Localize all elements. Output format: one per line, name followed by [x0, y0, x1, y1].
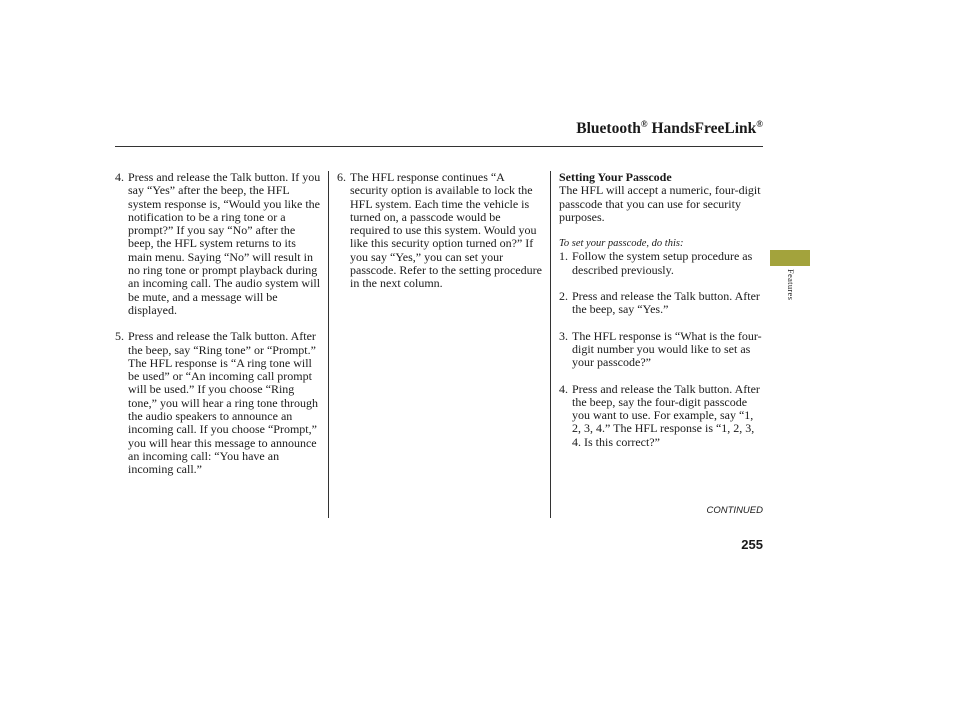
instruction-text: To set your passcode, do this: [559, 238, 684, 250]
section-tab [770, 250, 810, 266]
item-text: Follow the system setup procedure as described previously. [572, 249, 753, 277]
column-divider [550, 171, 551, 518]
section-label: Features [786, 269, 796, 301]
column-3 [559, 171, 764, 449]
title-bluetooth: Bluetooth [576, 120, 641, 137]
section-heading: Setting Your Passcode [559, 170, 672, 184]
item-text: Press and release the Talk button. After the beep, say the four-digit passcode you want to use. For example, say “1, 2, 3, 4.” The HFL response is “1, 2, 3, 4. Is this correct?” [572, 381, 760, 449]
list-item [115, 330, 322, 476]
item-text: Press and release the Talk button. After the beep, say “Yes.” [572, 289, 760, 317]
page-number: 255 [741, 537, 763, 552]
continued-label: CONTINUED [706, 505, 763, 516]
item-number: 4. [559, 381, 568, 396]
item-text: Press and release the Talk button. After the beep, say “Ring tone” or “Prompt.” The HFL response is “A ring tone will be used” or “An incoming call prompt will be used.” If you choose “Ring tone,” you will hear a ring tone through the audio speakers to announce an incoming call. If you choose “Prompt,” you will hear this message to announce an incoming call: “You have an incoming call.” [128, 329, 318, 477]
item-number: 2. [559, 289, 568, 304]
list-item [559, 330, 764, 370]
header-rule [115, 146, 763, 147]
list-item [337, 171, 542, 291]
list-item [559, 290, 764, 317]
page-title [576, 119, 763, 138]
registered-mark: ® [640, 119, 648, 129]
registered-mark: ® [756, 119, 763, 129]
item-number: 6. [337, 170, 346, 184]
column-divider [328, 171, 329, 518]
column-1 [115, 171, 322, 477]
list-item [559, 250, 764, 277]
item-text: The HFL response is “What is the four-digit number you would like to set as your passcode?” [572, 328, 762, 370]
item-number: 3. [559, 328, 568, 343]
title-handsfreelink: HandsFreeLink [647, 120, 757, 137]
item-number: 1. [559, 249, 568, 264]
item-number: 5. [115, 329, 124, 344]
item-text: Press and release the Talk button. If you say “Yes” after the beep, the HFL system response is, “Would you like the notification to be a ring tone or a prompt?” If you say “No” after the beep, the HFL system returns to its main menu. Saying “No” will result in no ring tone or prompt playback during an incoming call. The audio system will be mute, and a message will be displayed. [128, 170, 321, 317]
item-text: The HFL response continues “A security option is available to lock the HFL system. Each time the vehicle is turned on, a passcode would be required to use this system. Would you like this security option turned on?” If you say “Yes,” you can set your passcode. Refer to the setting procedure in the next column. [350, 170, 542, 291]
list-item [559, 383, 764, 449]
column-2 [337, 171, 542, 291]
item-number: 4. [115, 170, 124, 184]
list-item [115, 171, 322, 317]
section-intro: The HFL will accept a numeric, four-digit passcode that you can use for security purposes. [559, 183, 761, 224]
